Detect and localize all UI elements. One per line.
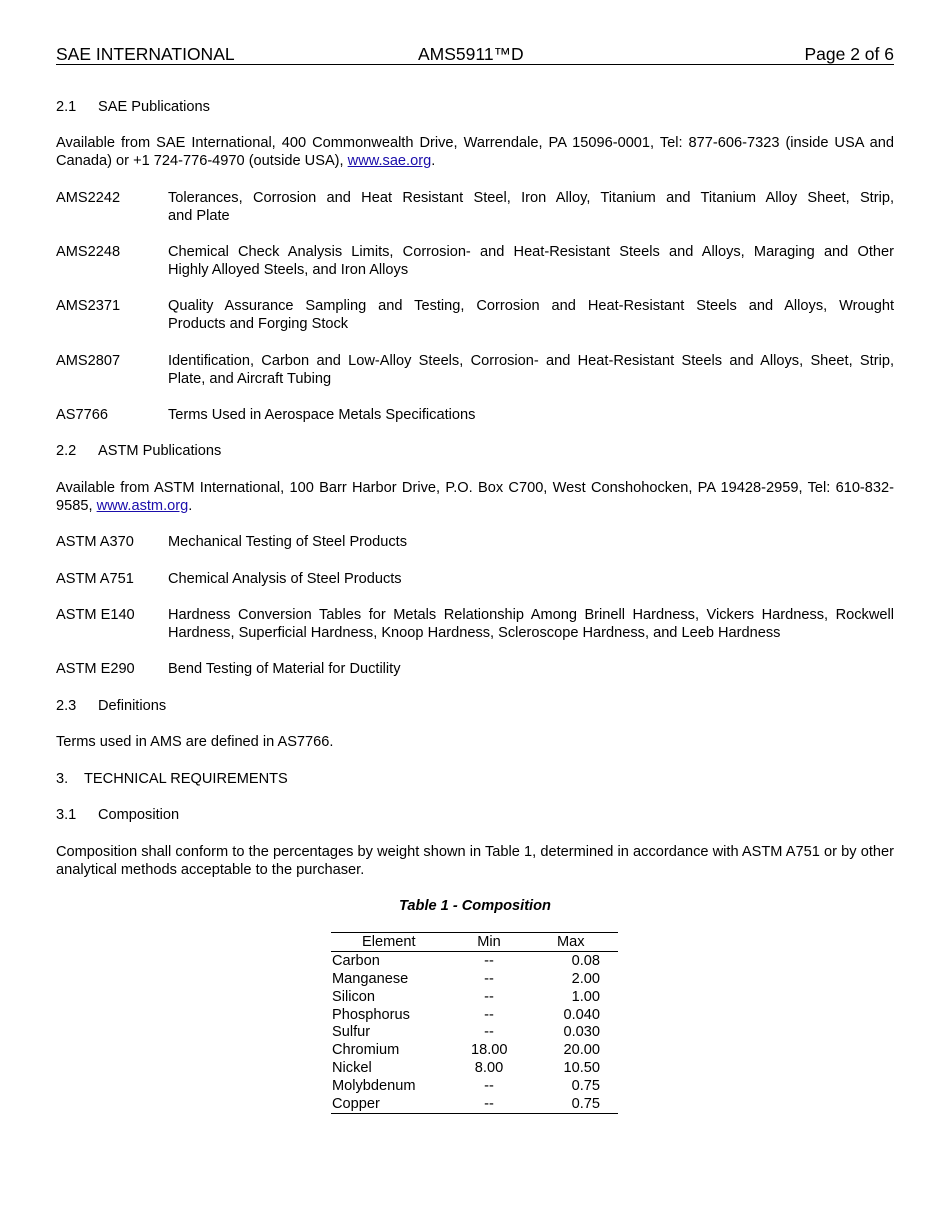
section-2-2-number: 2.2 <box>56 443 77 459</box>
sae-website-link[interactable]: www.sae.org <box>347 153 432 169</box>
section-3-1-number: 3.1 <box>56 807 77 823</box>
ref-code-ams2371: AMS2371 <box>56 298 121 314</box>
ref-desc-ams2807: Identification, Carbon and Low-Alloy Steels, Corrosion- and Heat-Resistant Steels and Alloys, Sheet, Strip, Plate, and Aircraft Tubing <box>168 353 894 387</box>
section-3-1-title: Composition <box>98 807 180 823</box>
cell-element: Carbon <box>332 952 380 969</box>
table-row <box>331 952 618 970</box>
table-row <box>331 1041 618 1059</box>
section-3-title: TECHNICAL REQUIREMENTS <box>84 771 288 787</box>
cell-min: -- <box>484 952 494 969</box>
running-header <box>56 44 894 65</box>
composition-paragraph: Composition shall conform to the percentages by weight shown in Table 1, determined in accordance with ASTM A751 or by other analytical methods acceptable to the purchaser. <box>56 844 894 878</box>
cell-min: -- <box>484 1096 494 1113</box>
cell-element: Manganese <box>332 970 409 987</box>
cell-max: 0.08 <box>571 952 600 969</box>
table-row <box>331 988 618 1006</box>
ref-code-ams2248: AMS2248 <box>56 244 121 260</box>
cell-element: Copper <box>332 1096 380 1113</box>
header-min: Min <box>477 934 501 950</box>
ref-desc-ams2248: Chemical Check Analysis Limits, Corrosion- and Heat-Resistant Steels and Alloys, Maraging and Other Highly Alloyed Steels, and Iron Alloys <box>168 244 894 278</box>
cell-min: 8.00 <box>474 1060 504 1077</box>
ref-code-ams2807: AMS2807 <box>56 353 121 369</box>
section-3-number: 3. <box>56 771 69 787</box>
cell-element: Molybdenum <box>332 1078 416 1095</box>
cell-element: Nickel <box>332 1060 372 1077</box>
section-2-1-number: 2.1 <box>56 99 77 115</box>
cell-min: -- <box>484 1078 494 1095</box>
table-row <box>331 1095 618 1113</box>
ref-desc-ams2242: Tolerances, Corrosion and Heat Resistant Steel, Iron Alloy, Titanium and Titanium Alloy Sheet, Strip, and Plate <box>168 190 894 224</box>
ref-desc-as7766: Terms Used in Aerospace Metals Specifications <box>168 407 476 423</box>
astm-website-link[interactable]: www.astm.org <box>96 498 189 514</box>
cell-min: -- <box>484 988 494 1005</box>
ref-code-as7766: AS7766 <box>56 407 108 423</box>
cell-element: Chromium <box>332 1042 400 1059</box>
header-element: Element <box>362 934 416 950</box>
sae-availability-text: Available from SAE International, 400 Commonwealth Drive, Warrendale, PA 15096-0001, Tel: 877-606-7323 (inside USA and Canada) or +1 724-776-4970 (outside USA), <box>56 135 894 169</box>
section-2-3-number: 2.3 <box>56 698 77 714</box>
ref-code-ams2242: AMS2242 <box>56 190 121 206</box>
cell-max: 0.030 <box>563 1024 600 1041</box>
ref-code-astm-e140: ASTM E140 <box>56 607 135 623</box>
definitions-text: Terms used in AMS are defined in AS7766. <box>56 734 334 750</box>
header-page-number: Page 2 of 6 <box>804 44 894 64</box>
cell-min: 18.00 <box>471 1042 508 1059</box>
ref-desc-ams2371: Quality Assurance Sampling and Testing, Corrosion and Heat-Resistant Steels and Alloys, Wrought Products and Forging Stock <box>168 298 894 332</box>
cell-min: -- <box>484 1024 494 1041</box>
ref-code-astm-a751: ASTM A751 <box>56 571 134 587</box>
table-row <box>331 1023 618 1041</box>
composition-table <box>331 932 618 1114</box>
cell-max: 0.75 <box>571 1078 600 1095</box>
sae-availability-paragraph: Available from SAE International, 400 Commonwealth Drive, Warrendale, PA 15096-0001, Tel: 877-606-7323 (inside USA and Canada) or +1 724-776-4970 (outside USA), www.sae.org. <box>56 135 894 169</box>
ref-code-astm-a370: ASTM A370 <box>56 534 134 550</box>
header-max: Max <box>557 934 585 950</box>
cell-max: 2.00 <box>571 970 600 987</box>
table-row <box>331 1077 618 1095</box>
astm-availability-paragraph: Available from ASTM International, 100 Barr Harbor Drive, P.O. Box C700, West Conshohocken, PA 19428-2959, Tel: 610-832-9585, www.astm.org. <box>56 480 894 514</box>
header-doc-id: AMS5911™D <box>418 44 524 64</box>
cell-element: Silicon <box>332 988 375 1005</box>
cell-element: Phosphorus <box>332 1006 410 1023</box>
table-header-row <box>331 933 618 952</box>
cell-max: 10.50 <box>563 1060 600 1077</box>
ref-desc-astm-e290: Bend Testing of Material for Ductility <box>168 661 401 677</box>
cell-element: Sulfur <box>332 1024 371 1041</box>
ref-desc-astm-e140: Hardness Conversion Tables for Metals Relationship Among Brinell Hardness, Vickers Hardness, Rockwell Hardness, Superficial Hardness, Knoop Hardness, Scleroscope Hardness, and Leeb Hardness <box>168 607 894 641</box>
cell-max: 20.00 <box>563 1042 600 1059</box>
table-row <box>331 970 618 988</box>
astm-availability-text: Available from ASTM International, 100 Barr Harbor Drive, P.O. Box C700, West Conshohocken, PA 19428-2959, Tel: 610-832-9585, <box>56 480 894 514</box>
cell-max: 0.040 <box>563 1006 600 1023</box>
section-2-1-title: SAE Publications <box>98 99 210 115</box>
cell-min: -- <box>484 970 494 987</box>
section-2-3-title: Definitions <box>98 698 167 714</box>
ref-code-astm-e290: ASTM E290 <box>56 661 135 677</box>
cell-max: 0.75 <box>571 1096 600 1113</box>
section-2-2-title: ASTM Publications <box>98 443 222 459</box>
table-row <box>331 1006 618 1024</box>
cell-max: 1.00 <box>571 988 600 1005</box>
table-row <box>331 1059 618 1077</box>
ref-desc-astm-a751: Chemical Analysis of Steel Products <box>168 571 402 587</box>
header-org: SAE INTERNATIONAL <box>56 44 235 64</box>
table-1-caption: Table 1 - Composition <box>399 898 551 914</box>
cell-min: -- <box>484 1006 494 1023</box>
ref-desc-astm-a370: Mechanical Testing of Steel Products <box>168 534 408 550</box>
